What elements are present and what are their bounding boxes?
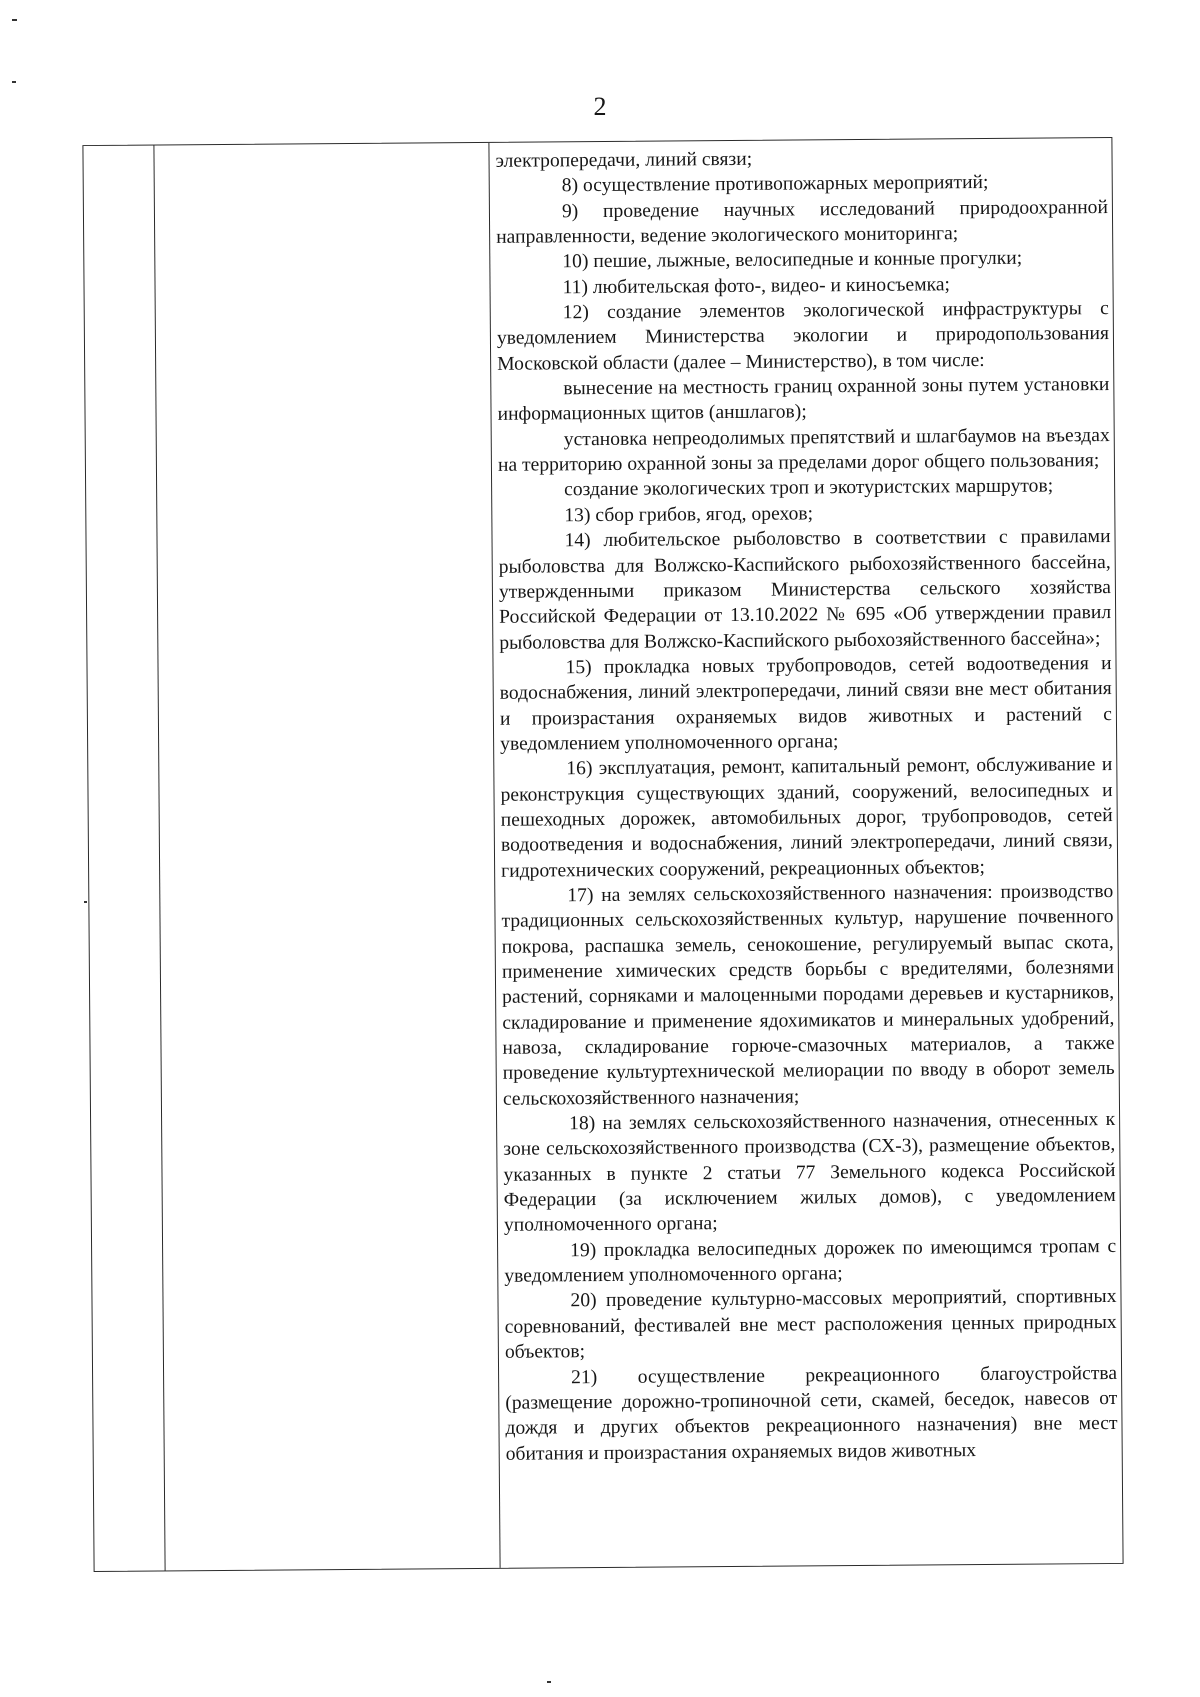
scan-mark (12, 81, 16, 83)
paragraph: создание экологических троп и экотуристских маршрутов; (564, 475, 1054, 501)
paragraph: 13) сбор грибов, ягод, орехов; (564, 503, 814, 527)
paragraph: 17) на землях сельскохозяйственного назначения: производство традиционных сельскохозяйственных культур, нарушение почвенного покрова, распашка земель, сенокошение, регулируемый выпас скота, применение химических средств борьбы с вредителями, болезнями растений, сорняками и малоценными породами деревьев и кустарников, складирование и применение ядохимикатов и минеральных удобрений, навоза, складирование горюче-смазочных материалов, а также проведение культуртехнической мелиорации по вводу в оборот земель сельскохозяйственного назначения; (501, 880, 1115, 1110)
paragraph: 10) пешие, лыжные, велосипедные и конные прогулки; (562, 248, 1023, 273)
paragraph: 20) проведение культурно-массовых мероприятий, спортивных соревнований, фестивалей вне мест расположения ценных природных объектов; (504, 1286, 1117, 1363)
paragraph: 19) прокладка велосипедных дорожек по имеющимся тропам с уведомлением уполномоченного органа; (504, 1235, 1117, 1287)
paragraph: 16) эксплуатация, ремонт, капитальный ремонт, обслуживание и реконструкция существующих зданий, сооружений, велосипедных и пешеходных дорожек, автомобильных дорог, трубопроводов, сетей водоотведения и водоснабжения, линий электропередачи, линий связи, гидротехнических сооружений, рекреационных объектов; (500, 754, 1113, 882)
page-number: 2 (593, 92, 607, 121)
paragraph: 9) проведение научных исследований природоохранной направленности, ведение экологического мониторинга; (496, 196, 1109, 248)
scan-mark (84, 901, 87, 903)
paragraph: электропередачи, линий связи; (495, 148, 753, 172)
paragraph: 14) любительское рыболовство в соответствии с правилами рыболовства для Волжско-Каспийского рыбохозяйственного бассейна, утвержденными приказом Министерства сельского хозяйства Российской Федерации от 13.10.2022 № 695 «Об утверждении правил рыболовства для Волжско-Каспийского рыбохозяйственного бассейна»; (498, 526, 1112, 654)
paragraph: 18) на землях сельскохозяйственного назначения, отнесенных к зоне сельскохозяйственного производства (СХ-3), размещение объектов, указанных в пункте 2 статьи 77 Земельного кодекса Российской Федерации (за исключением жилых домов), с уведомлением уполномоченного органа; (503, 1109, 1116, 1237)
paragraph: 15) прокладка новых трубопроводов, сетей водоотведения и водоснабжения, линий электропередачи, линий связи вне мест обитания и произрастания охраняемых видов животных и растений с уведомлением уполномоченного органа; (499, 652, 1112, 755)
table-cell-text (495, 144, 1117, 1467)
paragraph: 8) осуществление противопожарных мероприятий; (561, 172, 989, 197)
paragraph: установка непреодолимых препятствий и шлагбаумов на въездах на территорию охранной зоны за пределами дорог общего пользования; (497, 424, 1110, 476)
table-column-divider (153, 146, 165, 1571)
document-table (82, 137, 1123, 1572)
paragraph: 21) осуществление рекреационного благоустройства (размещение дорожно-тропиночной сети, скамей, беседок, навесов от дождя и других объектов рекреационного назначения) вне мест обитания и произрастания охраняемых видов животных (505, 1362, 1118, 1465)
paragraph: 12) создание элементов экологической инфраструктуры с уведомлением Министерства экологии и природопользования Московской области (далее – Министерство), в том числе: (496, 298, 1110, 375)
paragraph: 11) любительская фото-, видео- и киносъемка; (562, 273, 951, 299)
scan-mark (12, 19, 17, 21)
paragraph: вынесение на местность границ охранной зоны путем установки информационных щитов (аншлагов); (497, 374, 1110, 426)
scan-mark (547, 1681, 551, 1683)
